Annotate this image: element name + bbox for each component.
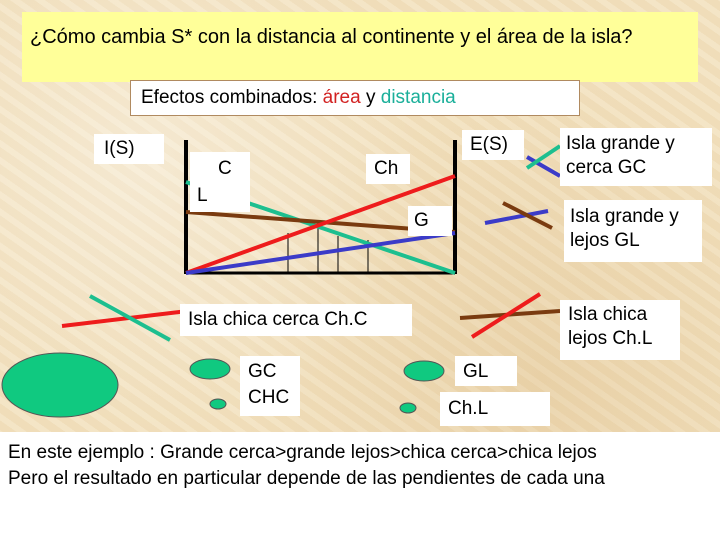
curve-c-label: C bbox=[218, 158, 232, 179]
y-left-label: I(S) bbox=[104, 138, 135, 159]
curve-ch-label-box bbox=[366, 154, 410, 184]
legend-chc-teal-line bbox=[90, 296, 170, 340]
legend-chc-box bbox=[180, 304, 412, 336]
legend-chl-box bbox=[560, 300, 680, 360]
island-labels-near-box bbox=[240, 356, 300, 416]
y-right-label: E(S) bbox=[470, 134, 508, 155]
legend-chc-text: Isla chica cerca Ch.C bbox=[188, 309, 368, 330]
legend-gl-box bbox=[564, 200, 702, 262]
island-chl-shape bbox=[400, 403, 416, 413]
legend-gl-brown-line bbox=[503, 203, 552, 228]
slide-title: ¿Cómo cambia S* con la distancia al continente y el área de la isla? bbox=[30, 26, 633, 48]
conclusion-line-1: En este ejemplo : Grande cerca>grande lejos>chica cerca>chica lejos bbox=[8, 442, 597, 463]
island-chl-label-box bbox=[440, 392, 550, 426]
island-chc-shape bbox=[210, 399, 226, 409]
effects-prefix: Efectos combinados: bbox=[141, 87, 323, 108]
curve-g-label: G bbox=[414, 210, 429, 231]
island-gl-shape bbox=[404, 361, 444, 381]
island-gc-shape bbox=[190, 359, 230, 379]
curve-ch-label: Ch bbox=[374, 158, 399, 179]
y-left-label-box bbox=[94, 134, 164, 164]
legend-gc-box bbox=[560, 128, 712, 186]
y-right-label-box bbox=[462, 130, 524, 160]
curve-c-label-box bbox=[190, 152, 250, 212]
conclusion-line-2: Pero el resultado en particular depende de las pendientes de cada una bbox=[8, 468, 605, 489]
island-chl-label: Ch.L bbox=[448, 398, 489, 419]
conclusion-text bbox=[8, 440, 712, 492]
island-gl-label-box bbox=[455, 356, 517, 386]
legend-gl-text: Isla grande y lejos GL bbox=[570, 206, 679, 251]
effects-distance-word: distancia bbox=[380, 87, 456, 108]
conclusion-box bbox=[0, 432, 720, 540]
effects-connector: y bbox=[360, 87, 381, 108]
curve-g-blue bbox=[186, 233, 455, 273]
legend-chl-text: Isla chica lejos Ch.L bbox=[568, 304, 653, 349]
curve-l-label: L bbox=[197, 185, 208, 206]
island-gc-label: GC bbox=[248, 361, 277, 382]
island-gl-label: GL bbox=[463, 361, 489, 382]
effects-area-word: área bbox=[322, 87, 361, 108]
island-chc-label: CHC bbox=[248, 387, 290, 408]
curve-g-label-box bbox=[408, 206, 452, 236]
legend-gc-text: Isla grande y cerca GC bbox=[566, 133, 675, 178]
mainland-ellipse bbox=[2, 353, 118, 417]
